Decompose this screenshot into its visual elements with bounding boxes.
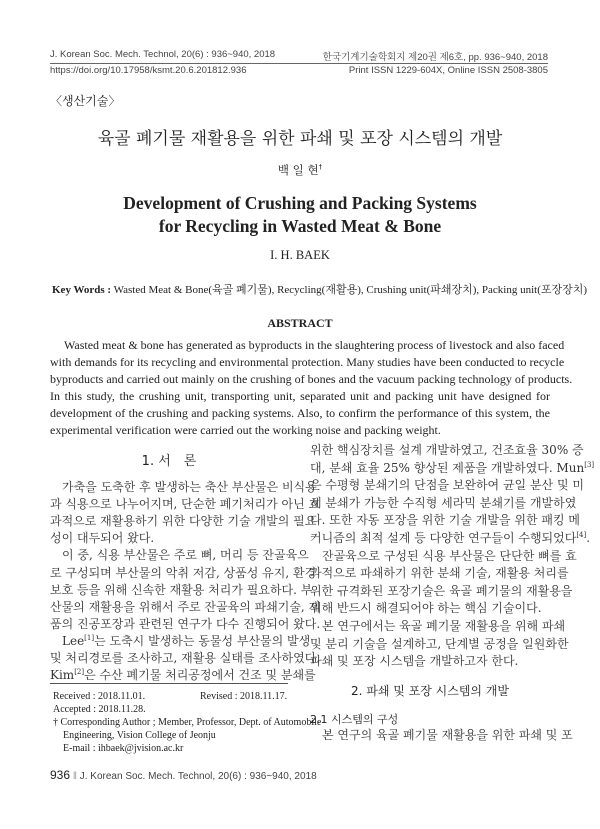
body-line: 위해 반드시 해결되어야 하는 핵심 기술이다. [310,601,542,616]
header-journal-ko: 한국기계기술학회지 제20권 제6호, pp. 936~940, 2018 [322,52,548,63]
body-line: 과 식용으로 나누어지며, 단순한 폐기처리가 아닌 효 [50,497,321,512]
author-name: 백 일 현 [277,163,319,177]
footnote-rule [50,683,288,684]
body-line: 은 수평형 분쇄기의 단점을 보완하여 균일 분산 및 미 [310,478,584,493]
body-line: 성이 대두되어 왔다. [50,531,155,546]
abstract-heading: ABSTRACT [267,316,333,330]
body-line: 파쇄 및 포장 시스템을 개발하고자 한다. [310,654,519,669]
body-line: 본 연구에서는 육골 폐기물 재활용을 위해 파쇄 [322,619,566,633]
corresponding-mark: † [318,163,323,172]
title-korean: 육골 폐기물 재활용을 위한 파쇄 및 포장 시스템의 개발 [97,129,503,149]
body-line: 본 연구의 육골 폐기물 재활용을 위한 파쇄 및 포 [322,728,573,742]
keywords-text: Wasted Meat & Bone(육골 폐기물), Recycling(재활용), Crushing unit(파쇄장치), Packing unit(포장장치) [113,284,588,296]
author-email[interactable]: E-mail : ihbaek@jvision.ac.kr [63,743,184,754]
received-date: Received : 2018.11.01. [53,691,146,702]
title-english-line1: Development of Crushing and Packing Systems [123,193,477,213]
body-line: 로 구성되며 부산물의 악취 저감, 상품성 유지, 환경 [50,565,317,580]
header-issn: Print ISSN 1229-604X, Online ISSN 2508-3805 [348,65,548,76]
section-2-heading: 2. 파쇄 및 포장 시스템의 개발 [350,684,510,698]
body-line: 이 중, 식용 부산물은 주로 뼈, 머리 등 잔골육으 [62,548,309,563]
accepted-date: Accepted : 2018.11.28. [53,704,146,715]
page-footer [50,768,317,782]
revised-date: Revised : 2018.11.17. [200,691,288,702]
header-rule [50,63,548,64]
section-1-heading: 1. 서 론 [141,454,197,469]
header-citation: J. Korean Soc. Mech. Technol, 20(6) : 936~940, 2018 [50,49,276,60]
abstract-line: development of the crushing and packing systems. Also, to confirm the performance of this system, the [50,406,550,420]
footer-citation: J. Korean Soc. Mech. Technol, 20(6) : 936~940, 2018 [79,771,317,782]
body-line: 및 분리 기술을 설계하고, 단계별 공정을 일원화한 [310,636,569,651]
body-line: 보호 등을 위해 신속한 재활용 처리가 필요하다. 부 [50,582,313,597]
abstract-line: byproducts and carried out mainly on the crushing of bones and the vacuum packing technology of products. [50,372,573,386]
abstract-line: Wasted meat & bone has generated as byproducts in the slaughtering process of livestock and also faced [64,338,565,352]
body-line: 잔골육으로 구성된 식용 부산물은 단단한 뼈를 효 [322,548,577,563]
subsection-2-1-heading: 2.1 시스템의 구성 [310,713,399,726]
body-line: 가축을 도축한 후 발생하는 축산 부산물은 비식용 [62,480,317,494]
keywords [52,281,587,297]
header-doi[interactable]: https://doi.org/10.17958/ksmt.20.6.201812.936 [50,65,247,76]
abstract-line: with demands for its recycling and environmental protection. Many studies have been conducted to recycle [50,355,565,369]
author-english: I. H. BAEK [270,248,330,262]
corresponding-affiliation: Engineering, Vision College of Jeonju [63,730,216,741]
body-line: Lee[1]는 도축시 발생하는 동물성 부산물의 발생 [62,633,311,648]
abstract-line: experimental verification were carried out the working noise and packing weight. [50,423,441,437]
body-line: 및 처리경로를 조사하고, 재활용 실태를 조사하였다. [50,651,321,665]
body-line: 다. 또한 자동 포장을 위한 기술 개발을 위한 패킹 메 [310,513,580,528]
body-line: Kim[2]은 수산 폐기물 처리공정에서 건조 및 분쇄를 [50,668,316,683]
body-line: 산물의 재활용을 위해서 주로 잔골육의 파쇄기술, 제 [50,599,321,614]
category-label: 〈생산기술〉 [50,94,121,108]
body-line: 커니즘의 최적 설계 등 다양한 연구들이 수행되었다[4]. [310,531,591,545]
footer-separator: ‖ [72,771,77,782]
body-line: 품의 진공포장과 관련된 연구가 다수 진행되어 왔다. [50,616,321,631]
page-number: 936 [50,768,71,782]
keywords-label: Key Words : [52,284,112,296]
body-line: 과적으로 파쇄하기 위한 분쇄 기술, 재활용 처리를 [310,566,569,581]
title-english-line2: for Recycling in Wasted Meat & Bone [158,216,442,236]
body-line: 세 분쇄가 가능한 수직형 세라믹 분쇄기를 개발하였 [310,495,577,510]
author-korean [0,162,600,178]
body-line: 위한 핵심장치를 설계 개발하였고, 건조효율 30% 증 [310,443,584,457]
abstract-line: In this study, the crushing unit, transporting unit, separated unit and packing unit have designed for [50,389,550,403]
corresponding-author: † Corresponding Author ; Member, Professor, Dept. of Automobile [53,717,322,728]
body-line: 대, 분쇄 효율 25% 향상된 제품을 개발하였다. Mun[3] [310,460,595,475]
body-line: 위한 규격화된 포장기술은 육골 폐기물의 재활용을 [310,583,573,598]
body-line: 과적으로 재활용하기 위한 다양한 기술 개발의 필요 [50,514,317,529]
